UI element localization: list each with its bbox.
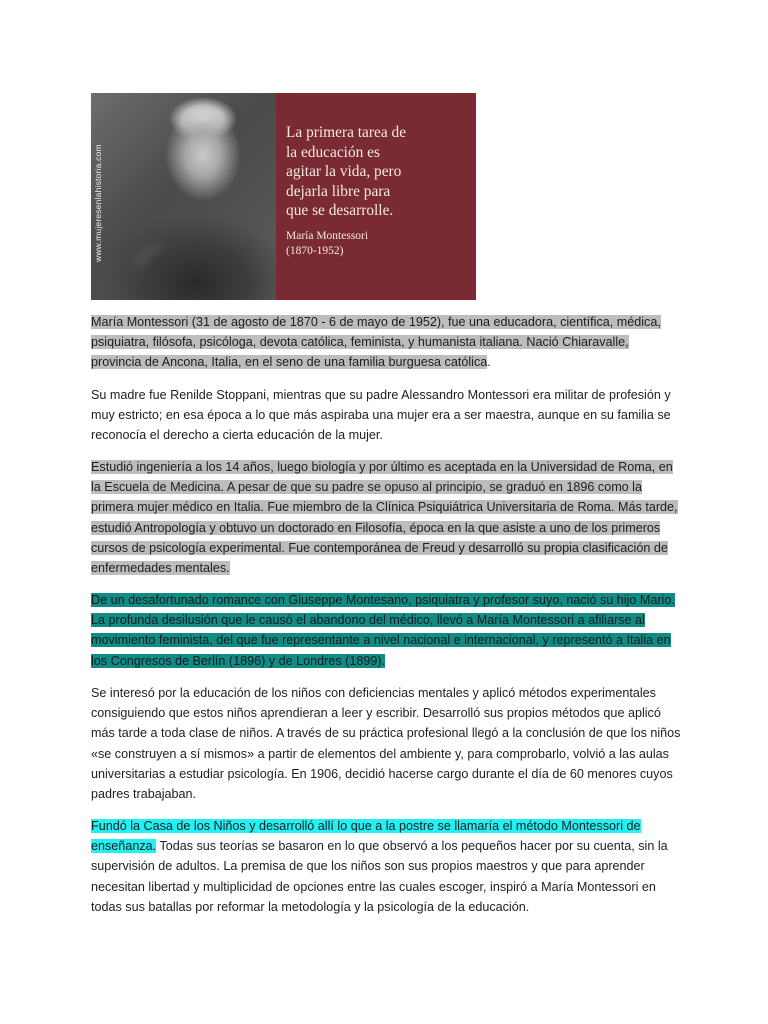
paragraph-text: Se interesó por la educación de los niños con deficiencias mentales y aplicó métodos experimentales consiguiendo que estos niños aprendieran a leer y escribir. Desarrolló sus propios métodos que aplicó más tarde a toda clase de niños. A través de su práctica profesional llegó a la conclusión de que los niños «se construyen a sí mismos» a partir de elementos del ambiente y, para comprobarlo, volvió a las aulas universitarias a estudiar psicología. En 1906, decidió hacerse cargo durante el día de 60 menores cuyos padres trabajaban. bbox=[91, 686, 681, 802]
quote-years: (1870-1952) bbox=[286, 244, 344, 257]
quote-line: la educación es bbox=[286, 143, 381, 161]
paragraph-education bbox=[91, 457, 681, 578]
quote-author: María Montessori bbox=[286, 229, 369, 242]
paragraph-parents bbox=[91, 385, 681, 446]
paragraph-text: Todas sus teorías se basaron en lo que observó a los pequeños hacer por su cuenta, sin la supervisión de adultos. La premisa de que los niños son sus propios maestros y que para aprender necesitan libertad y multiplicidad de opciones entre las cuales escoger, inspiró a María Montessori en todas sus batallas por reformar la metodología y la psicología de la educación. bbox=[91, 839, 668, 914]
quote-panel bbox=[276, 93, 476, 300]
paragraph-text: . bbox=[487, 355, 491, 370]
quote-banner-image bbox=[91, 93, 476, 300]
highlighted-text: Estudió ingeniería a los 14 años, luego biología y por último es aceptada en la Universidad de Roma, en la Escuela de Medicina. A pesar de que su padre se opuso al principio, se graduó en 1896 como la primera mujer médico en Italia. Fue miembro de la Clínica Psiquiátrica Universitaria de Roma. Más tarde, estudió Antropología y obtuvo un doctorado en Filosofía, época en la que asiste a uno de los primeros cursos de psicología experimental. Fue contemporánea de Freud y desarrolló su propia clasificación de enfermedades mentales. bbox=[91, 460, 678, 576]
highlighted-text: De un desafortunado romance con Giuseppe Montesano, psiquiatra y profesor suyo, nació su hijo Mario. La profunda desilusión que le causó el abandono del médico, llevó a María Montessori a afiliarse al movimiento feminista, del que fue representante a nivel nacional e internacional, y representó a Italia en los Congresos de Berlín (1896) y de Londres (1899). bbox=[91, 593, 675, 668]
quote-text bbox=[286, 123, 476, 221]
paragraph-methods bbox=[91, 683, 681, 804]
quote-line: dejarla libre para bbox=[286, 182, 391, 200]
highlighted-text: Fundó la Casa de los Niños y desarrolló allí lo que a la postre se llamaría el método Montessori de enseñanza. bbox=[91, 819, 641, 854]
highlighted-text: María Montessori (31 de agosto de 1870 - 6 de mayo de 1952), fue una educadora, científica, médica, psiquiatra, filósofa, psicóloga, devota católica, feminista, y humanista italiana. Nació Chiaravalle, provincia de Ancona, Italia, en el seno de una familia burguesa católica bbox=[91, 315, 661, 370]
portrait-photo bbox=[91, 93, 276, 300]
quote-attribution bbox=[286, 229, 476, 259]
paragraph-casa-ninos bbox=[91, 816, 681, 917]
paragraph-text: Su madre fue Renilde Stoppani, mientras que su padre Alessandro Montessori era militar de profesión y muy estricto; en esa época a lo que más aspiraba una mujer era a ser maestra, aunque en su familia se reconocía el derecho a cierta educación de la mujer. bbox=[91, 388, 671, 443]
paragraph-son bbox=[91, 590, 681, 671]
quote-line: que se desarrolle. bbox=[286, 202, 394, 220]
quote-line: agitar la vida, pero bbox=[286, 163, 402, 181]
paragraph-intro bbox=[91, 312, 681, 373]
quote-line: La primera tarea de bbox=[286, 124, 407, 141]
watermark-text: www.mujeresenlahistoria.com bbox=[93, 144, 103, 262]
